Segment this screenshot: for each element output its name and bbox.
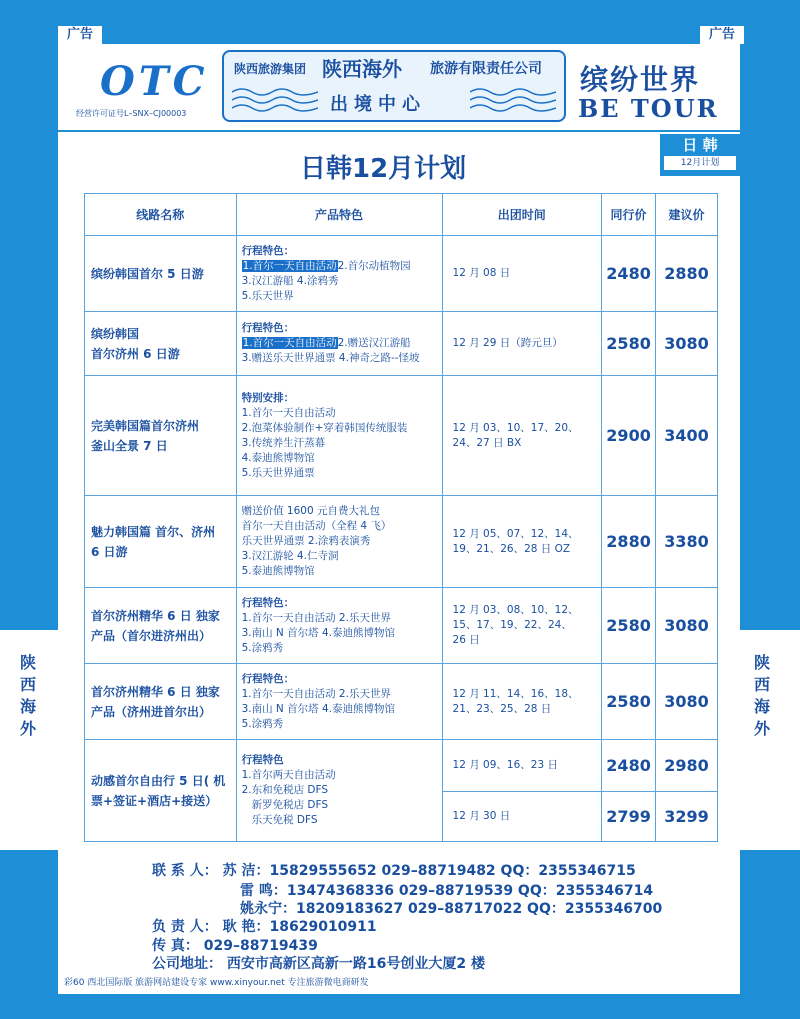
departure-dates (442, 664, 602, 740)
route-name-line: 首尔济州 6 日游 (91, 346, 180, 361)
suggested-price: 3299 (656, 792, 718, 842)
feature-line: 3.汉江游轮 4.仁寺洞 (241, 550, 339, 562)
feature-line: 1.首尔两天自由活动 (241, 769, 336, 781)
feature-line: 1.首尔一天自由活动 2.乐天世界 (241, 687, 391, 700)
route-name-line: 产品（首尔进济州出） (91, 628, 212, 643)
table-header-row (85, 194, 718, 236)
company-name: 旅游有限责任公司 (430, 61, 542, 77)
suggested-price: 2980 (656, 740, 718, 792)
table-row (85, 588, 718, 664)
feature-line: 乐天世界通票 2.涂鸦表演秀 (241, 535, 371, 547)
tag-sub: 12月计划 (664, 156, 736, 170)
peer-price: 2480 (602, 236, 656, 312)
side-text-right: 陕西海外 (753, 653, 770, 738)
feature-heading: 行程特色 (241, 754, 284, 766)
contact-line-2: 雷 鸣：13474368336 029–88719539 QQ：2355346714 (240, 883, 654, 899)
suggested-price: 3080 (656, 664, 718, 740)
route-name-line: 票+签证+酒店+接送） (91, 793, 218, 808)
manager-line: 负 责 人： 耿 艳：18629010911 (152, 919, 377, 935)
otc-logo: OTC (100, 58, 209, 105)
date-line: 12 月 03、08、10、12、 (452, 604, 579, 616)
feature-line: 新罗免税店 DFS (241, 799, 329, 811)
feature-line: 1.首尔一天自由活动 (241, 406, 336, 419)
feature-heading: 特别安排： (241, 391, 295, 404)
departure-dates (442, 496, 602, 588)
feature-line: 赠送价值 1600 元自费大礼包 (241, 505, 380, 517)
col-features: 产品特色 (236, 194, 442, 236)
feature-line: 5.乐天世界 (241, 289, 294, 302)
route-name (85, 376, 237, 496)
feature-line: 4.泰迪熊博物馆 (241, 451, 315, 464)
group-name: 陕西旅游集团 (234, 62, 307, 76)
feature-line: 3.赠送乐天世界通票 4.神奇之路--怪坡 (241, 352, 420, 364)
tour-table (84, 193, 718, 842)
feature-heading: 行程特色： (241, 244, 295, 257)
col-peer-price: 同行价 (602, 194, 656, 236)
table-row (85, 236, 718, 312)
feature-heading-line (242, 244, 437, 259)
route-name-line: 完美韩国篇首尔济州 (91, 418, 200, 433)
date-line: 12 月 03、10、17、20、 (452, 421, 579, 434)
tag-main: 日 韩 (682, 136, 718, 154)
contact-line-3: 姚永宁：18209183627 029–88717022 QQ：2355346700 (240, 901, 663, 917)
feature-highlight: 1.首尔一天自由活动 (242, 259, 337, 272)
feature-text: 2.首尔动植物园 (337, 259, 411, 272)
ad-label-right: 广告 (700, 26, 744, 44)
date-line: 19、21、26、28 日 OZ (452, 542, 571, 555)
route-name-line: 缤纷韩国首尔 5 日游 (91, 266, 204, 281)
feature-line (242, 259, 437, 274)
fax-line: 传 真： 029–88719439 (152, 938, 318, 954)
route-name-line: 魅力韩国篇 首尔、济州 (91, 524, 216, 539)
feature-heading: 行程特色： (241, 596, 295, 609)
feature-text: 2.赠送汉江游船 (337, 337, 411, 349)
peer-price: 2799 (602, 792, 656, 842)
wave-decoration-left (232, 86, 318, 114)
features (236, 376, 442, 496)
features (236, 664, 442, 740)
suggested-price: 3400 (656, 376, 718, 496)
features (236, 588, 442, 664)
suggested-price: 3080 (656, 588, 718, 664)
feature-heading-line (242, 391, 437, 406)
route-name-line: 釜山全景 7 日 (91, 438, 168, 453)
route-name-line: 首尔济州精华 6 日 独家 (91, 608, 220, 623)
table-row (85, 496, 718, 588)
date-line: 12 月 11、14、16、18、 (452, 687, 579, 700)
route-name (85, 664, 237, 740)
features (236, 496, 442, 588)
ad-label-left: 广告 (58, 26, 102, 44)
feature-line: 3.汉江游船 4.涂鸦秀 (241, 274, 339, 287)
feature-line: 首尔一天自由活动（全程 4 飞） (241, 520, 392, 532)
side-text-left: 陕西海外 (19, 653, 36, 738)
date-line: 12 月 05、07、12、14、 (452, 527, 579, 540)
departure-dates (442, 236, 602, 312)
feature-line: 5.涂鸦秀 (241, 641, 284, 654)
suggested-price: 2880 (656, 236, 718, 312)
route-name-line: 首尔济州精华 6 日 独家 (91, 684, 220, 699)
footer: 彩60 西北国际版 旅游网站建设专家 www.xinyour.net 专注旅游微电商研发 (58, 972, 740, 994)
features (236, 236, 442, 312)
feature-line: 5.泰迪熊博物馆 (241, 565, 315, 577)
feature-heading: 行程特色： (241, 672, 295, 685)
route-name (85, 236, 237, 312)
feature-heading-line (242, 753, 437, 768)
peer-price: 2900 (602, 376, 656, 496)
page-title: 日韩12月计划 (300, 154, 467, 184)
route-name-line: 缤纷韩国 (91, 326, 140, 341)
contact-line-1: 联 系 人： 苏 洁：15829555652 029–88719482 QQ：2355346715 (152, 863, 636, 879)
date-line: 24、27 日 BX (452, 436, 522, 449)
peer-price: 2580 (602, 312, 656, 376)
route-name-line: 动感首尔自由行 5 日( 机 (91, 773, 226, 788)
feature-line: 3.南山 N 首尔塔 4.泰迪熊博物馆 (241, 626, 395, 639)
table-row (85, 664, 718, 740)
route-name (85, 496, 237, 588)
peer-price: 2580 (602, 664, 656, 740)
peer-price: 2580 (602, 588, 656, 664)
table-row (85, 376, 718, 496)
features (236, 312, 442, 376)
feature-line: 1.首尔一天自由活动 2.乐天世界 (241, 611, 391, 624)
date-line: 15、17、19、22、24、 (452, 619, 572, 631)
category-tag (660, 134, 740, 176)
col-dates: 出团时间 (442, 194, 602, 236)
brand-name: 陕西海外 (322, 57, 402, 81)
feature-line: 5.涂鸦秀 (241, 717, 284, 730)
table-row (85, 312, 718, 376)
route-name (85, 588, 237, 664)
date-line: 26 日 (452, 634, 480, 646)
route-name-line: 产品（济州进首尔出） (91, 704, 212, 719)
feature-line: 2.东和免税店 DFS (241, 784, 329, 796)
center-name: 出境中心 (330, 94, 426, 115)
suggested-price: 3080 (656, 312, 718, 376)
departure-dates: 12 月 30 日 (442, 792, 602, 842)
feature-line: 3.传统养生汗蒸幕 (241, 436, 326, 449)
route-name (85, 312, 237, 376)
feature-line: 2.泡菜体验制作+穿着韩国传统服装 (241, 421, 408, 434)
departure-dates (442, 740, 602, 792)
feature-heading-line (242, 321, 437, 336)
departure-dates (442, 588, 602, 664)
be-tour-cn: 缤纷世界 (580, 63, 701, 96)
departure-dates (442, 312, 602, 376)
feature-line (242, 336, 437, 351)
feature-line: 5.乐天世界通票 (241, 466, 315, 479)
departure-dates (442, 376, 602, 496)
feature-line: 乐天免税 DFS (241, 814, 318, 826)
feature-line: 3.南山 N 首尔塔 4.泰迪熊博物馆 (241, 702, 395, 715)
suggested-price: 3380 (656, 496, 718, 588)
address-line: 公司地址： 西安市高新区高新一路16号创业大厦2 楼 (152, 956, 485, 972)
features (236, 740, 442, 842)
col-suggested-price: 建议价 (656, 194, 718, 236)
feature-highlight: 1.首尔一天自由活动 (242, 337, 337, 349)
feature-heading-line (242, 672, 437, 687)
peer-price: 2480 (602, 740, 656, 792)
license-number: 经营许可证号L–SNX–CJ00003 (76, 109, 187, 118)
peer-price: 2880 (602, 496, 656, 588)
table-row (85, 740, 718, 792)
wave-decoration-right (470, 86, 556, 114)
feature-heading: 行程特色： (241, 322, 295, 334)
be-tour-en: BE TOUR (578, 94, 719, 123)
route-name (85, 740, 237, 842)
date-line: 12 月 08 日 (452, 267, 511, 279)
date-line: 12 月 09、16、23 日 (452, 759, 558, 771)
date-line: 12 月 29 日（跨元旦） (452, 337, 563, 349)
col-route: 线路名称 (85, 194, 237, 236)
route-name-line: 6 日游 (91, 544, 128, 559)
feature-heading-line (242, 596, 437, 611)
date-line: 21、23、25、28 日 (452, 702, 552, 715)
